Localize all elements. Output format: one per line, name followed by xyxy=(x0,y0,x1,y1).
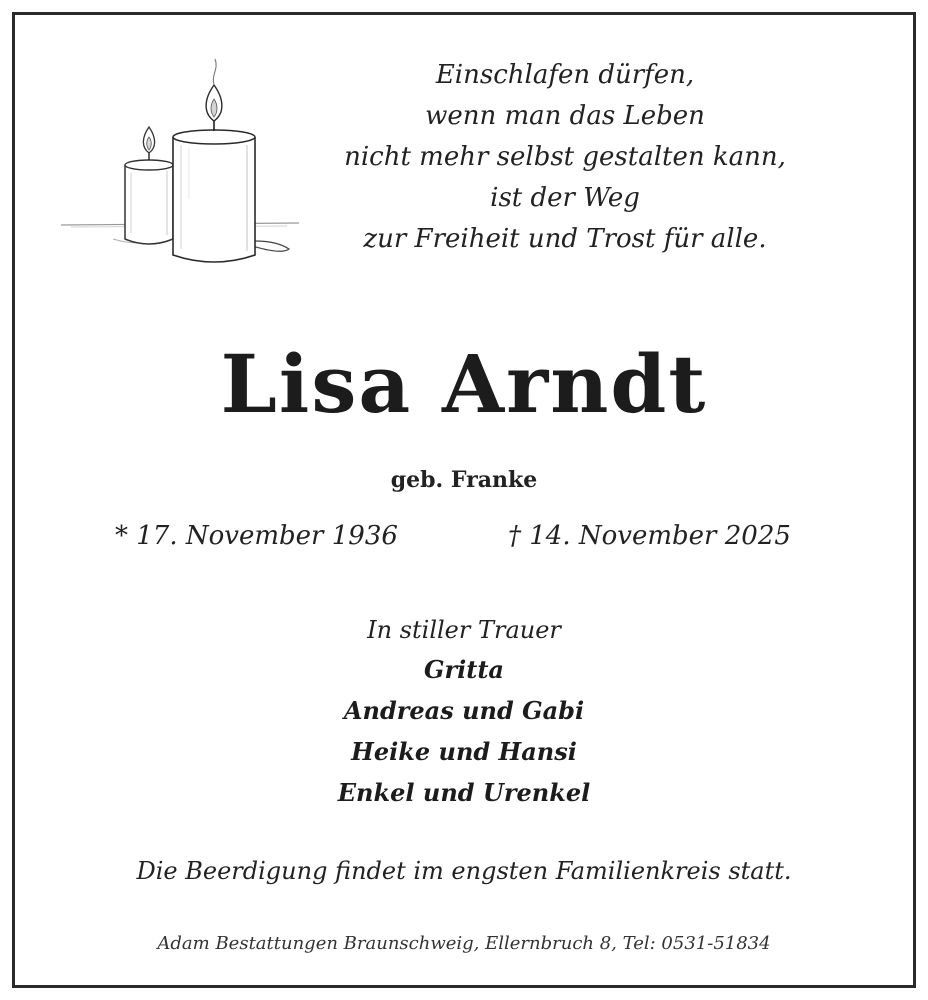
mourners-intro: In stiller Trauer xyxy=(367,616,561,644)
undertaker-line: Adam Bestattungen Braunschweig, Ellernbruch 8, Tel: 0531-51834 xyxy=(157,933,771,954)
maiden-name: geb. Franke xyxy=(390,467,538,493)
poem-line: wenn man das Leben xyxy=(425,101,705,131)
funeral-note: Die Beerdigung findet im engsten Familienkreis statt. xyxy=(136,857,792,885)
poem-line: zur Freiheit und Trost für alle. xyxy=(363,224,767,254)
notice-frame xyxy=(12,12,916,988)
mourner-name: Heike und Hansi xyxy=(351,737,577,766)
candles-icon xyxy=(49,49,309,269)
mourner-name: Gritta xyxy=(424,655,504,684)
poem-line: ist der Weg xyxy=(490,183,640,213)
mourners-block xyxy=(15,611,913,813)
mourner-name: Enkel und Urenkel xyxy=(337,778,591,807)
birth-date: * 17. November 1936 xyxy=(115,521,398,551)
poem-line: Einschlafen dürfen, xyxy=(435,60,695,90)
death-date: † 14. November 2025 xyxy=(508,521,791,551)
poem xyxy=(325,55,805,260)
poem-line: nicht mehr selbst gestalten kann, xyxy=(344,142,786,172)
deceased-name: Lisa Arndt xyxy=(220,337,708,431)
mourner-name: Andreas und Gabi xyxy=(343,696,585,725)
